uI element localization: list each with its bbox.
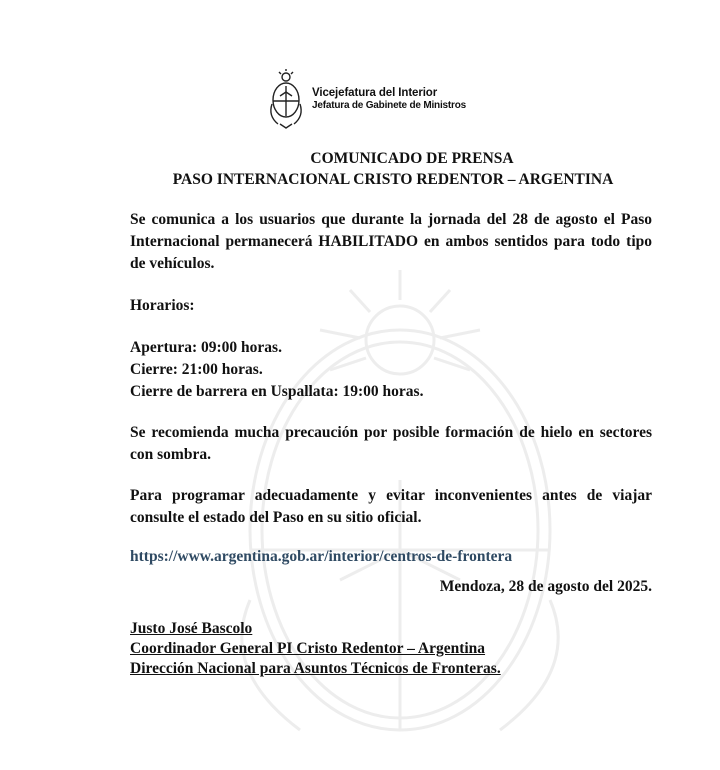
place-date: Mendoza, 28 de agosto del 2025. — [439, 578, 652, 595]
official-site-link[interactable]: https://www.argentina.gob.ar/interior/centros-de-frontera — [130, 548, 513, 565]
letterhead — [266, 68, 466, 130]
signatory-role: Coordinador General PI Cristo Redentor – Argentina — [130, 640, 486, 657]
announcement-paragraph: Se comunica a los usuarios que durante la jornada del 28 de agosto el Paso Internacional permanecerá HABILITADO en ambos sentidos para todo tipo de vehículos. — [130, 211, 652, 272]
page-title: COMUNICADO DE PRENSA — [310, 150, 514, 167]
page-subtitle: PASO INTERNACIONAL CRISTO REDENTOR – ARGENTINA — [172, 171, 614, 188]
signatory-office: Dirección Nacional para Asuntos Técnicos de Fronteras. — [130, 660, 501, 677]
schedule-item-closing: Cierre: 21:00 horas. — [130, 361, 263, 378]
org-subname: Jefatura de Gabinete de Ministros — [312, 99, 466, 111]
caution-paragraph: Se recomienda mucha precaución por posible formación de hielo en sectores con sombra. — [130, 424, 652, 463]
signatory-name: Justo José Bascolo — [130, 620, 253, 637]
info-paragraph: Para programar adecuadamente y evitar inconvenientes antes de viajar consulte el estado del Paso en su sitio oficial. — [130, 487, 652, 526]
schedule-item-barrier: Cierre de barrera en Uspallata: 19:00 horas. — [130, 383, 424, 400]
national-seal-icon — [266, 68, 306, 130]
schedule-item-opening: Apertura: 09:00 horas. — [130, 339, 282, 356]
schedule-list — [130, 337, 652, 403]
org-name: Vicejefatura del Interior — [312, 86, 438, 99]
schedule-heading: Horarios: — [130, 297, 195, 314]
signature-block — [130, 619, 501, 679]
